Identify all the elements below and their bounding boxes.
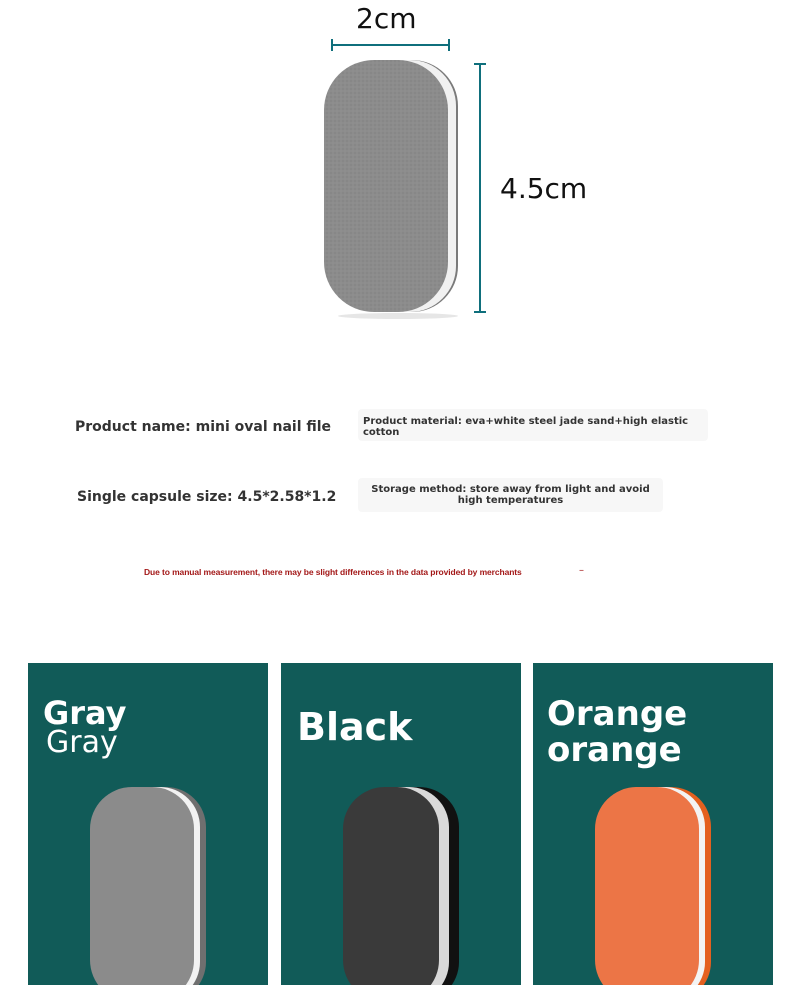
width-dimension-label: 2cm (356, 2, 417, 35)
orange-file-image (593, 783, 713, 985)
variant-card-black (281, 663, 521, 985)
product-image-gray-file (318, 56, 463, 320)
product-material-text: Product material: eva+white steel jade sand+high elastic cotton (358, 409, 708, 441)
storage-method-text: Storage method: store away from light and avoid high temperatures (358, 478, 663, 512)
measurement-disclaimer: Due to manual measurement, there may be slight differences in the data provided by merchants (144, 567, 522, 577)
height-dimension-label: 4.5cm (500, 172, 588, 205)
height-dimension-line (479, 63, 481, 313)
variant-title-gray: Gray (43, 694, 127, 732)
variant-card-gray (28, 663, 268, 985)
width-dimension-line (331, 44, 450, 46)
gray-file-image (88, 783, 208, 985)
product-name-text: Product name: mini oval nail file (75, 419, 332, 435)
disclaimer-dash: – (579, 565, 584, 576)
variant-subtitle-orange: orange (547, 730, 682, 770)
variant-title-black: Black (297, 705, 413, 749)
variant-card-orange (533, 663, 773, 985)
variant-subtitle-gray: Gray (46, 725, 118, 760)
black-file-image (341, 783, 461, 985)
capsule-size-text: Single capsule size: 4.5*2.58*1.2 (77, 489, 337, 505)
variant-title-orange: Orange (547, 694, 688, 734)
